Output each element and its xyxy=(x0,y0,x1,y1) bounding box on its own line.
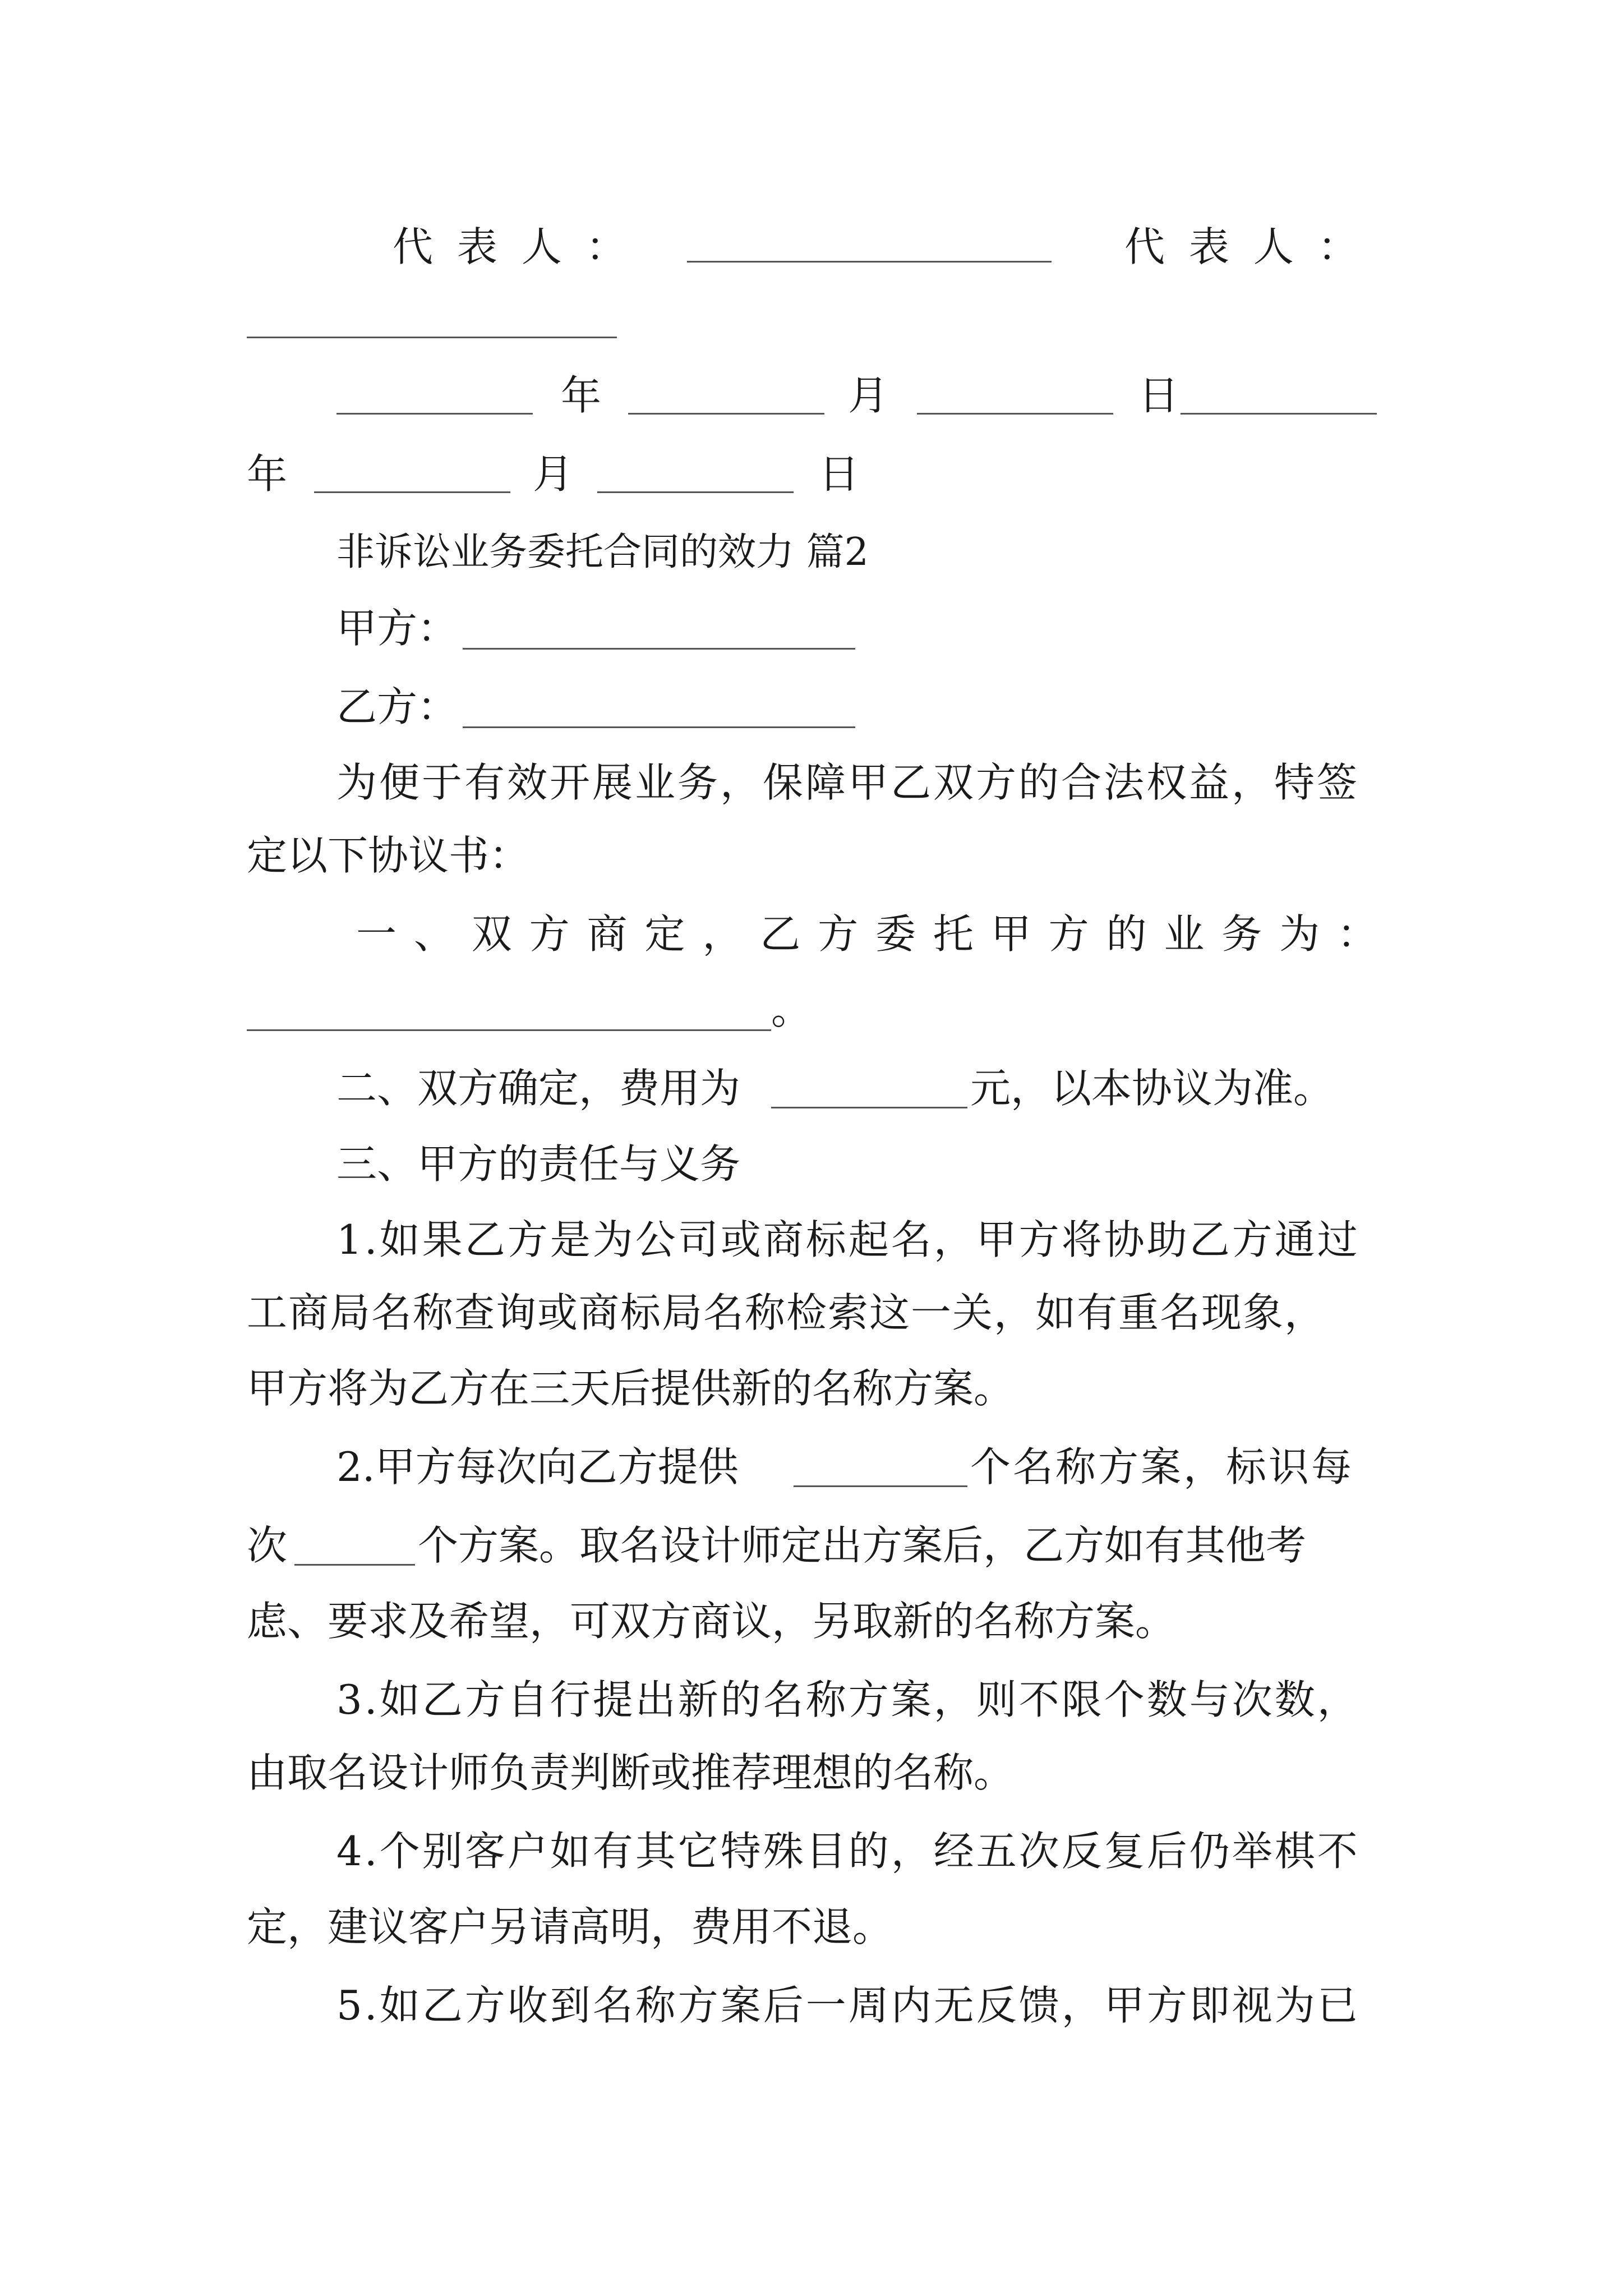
p2-text-3: 虑、要求及希望，可双方商议，另取新的名称方案。 xyxy=(247,1598,1176,1645)
clause-1-line-1 xyxy=(0,903,1623,965)
clause-1-blank xyxy=(247,1029,771,1031)
intro-text-2: 定以下协议书： xyxy=(247,832,530,879)
p1-line-2 xyxy=(0,1282,1623,1343)
clause-2-post: 元，以本协议为准。 xyxy=(970,1065,1334,1112)
p3-text-2: 由取名设计师负责判断或推荐理想的名称。 xyxy=(247,1749,1015,1796)
p3-text-1: 3.如乙方自行提出新的名称方案，则不限个数与次数， xyxy=(336,1676,1360,1723)
p1-line-1 xyxy=(0,1209,1623,1271)
rep-right-blank-line xyxy=(0,283,1623,345)
p4-line-2 xyxy=(0,1896,1623,1958)
p1-text-1: 1.如果乙方是为公司或商标起名，甲方将协助乙方通过 xyxy=(336,1216,1360,1263)
month-blank-2 xyxy=(314,491,510,493)
date-line-1 xyxy=(0,365,1623,426)
day-label-2: 日 xyxy=(819,450,860,498)
p2-text-1-pre: 2.甲方每次向乙方提供 xyxy=(336,1443,739,1490)
p5-text-1: 5.如乙方收到名称方案后一周内无反馈，甲方即视为已 xyxy=(336,1982,1360,2029)
year-label-1: 年 xyxy=(561,372,602,419)
clause-1-line-2 xyxy=(0,979,1623,1041)
fee-blank xyxy=(771,1107,967,1108)
party-b-blank xyxy=(463,726,855,728)
month-blank-1 xyxy=(628,413,824,415)
heading-text: 非诉讼业务委托合同的效力 篇2 xyxy=(336,530,869,574)
intro-line-2 xyxy=(0,825,1623,886)
p1-text-2: 工商局名称查询或商标局名称检索这一关，如有重名现象， xyxy=(247,1289,1326,1336)
p2-text-2-post: 个方案。取名设计师定出方案后，乙方如有其他考 xyxy=(418,1522,1307,1569)
p3-line-2 xyxy=(0,1742,1623,1803)
party-a-label: 甲方： xyxy=(336,605,458,652)
intro-text-1: 为便于有效开展业务，保障甲乙双方的合法权益，特签 xyxy=(336,759,1360,806)
rep-right-label: 代 表 人 ： xyxy=(1124,223,1364,270)
p2-text-2-pre: 次 xyxy=(247,1522,288,1569)
clause-3-title: 三、甲方的责任与义务 xyxy=(336,1140,741,1188)
party-a-blank xyxy=(463,648,855,650)
p5-line-1 xyxy=(0,1975,1623,2036)
day-blank-2 xyxy=(597,491,794,493)
p2-line-3 xyxy=(0,1590,1623,1652)
p4-line-1 xyxy=(0,1820,1623,1882)
p2-line-1 xyxy=(0,1436,1623,1498)
p2-text-1-post: 个名称方案，标识每 xyxy=(970,1443,1354,1490)
p4-text-2: 定，建议客户另请高明，费用不退。 xyxy=(247,1903,893,1950)
p1-line-3 xyxy=(0,1358,1623,1419)
rep-right-blank xyxy=(247,337,617,338)
day-blank-1 xyxy=(917,413,1113,415)
per-time-blank xyxy=(294,1564,415,1566)
month-label-1: 月 xyxy=(848,372,889,419)
year-label-2: 年 xyxy=(247,450,288,498)
p1-text-3: 甲方将为乙方在三天后提供新的名称方案。 xyxy=(247,1365,1015,1412)
rep-left-blank xyxy=(687,261,1052,263)
p2-line-2 xyxy=(0,1515,1623,1576)
scheme-count-blank xyxy=(794,1485,967,1487)
party-b-line xyxy=(0,676,1623,738)
clause-1-end: 。 xyxy=(771,986,812,1033)
intro-line-1 xyxy=(0,752,1623,813)
signature-line xyxy=(0,216,1623,278)
day-label-1: 日 xyxy=(1138,372,1179,419)
p3-line-1 xyxy=(0,1669,1623,1731)
clause-2-pre: 二、双方确定，费用为 xyxy=(336,1065,741,1112)
rep-left-label: 代 表 人 ： xyxy=(393,223,632,270)
clause-3-title-line xyxy=(0,1133,1623,1195)
month-label-2: 月 xyxy=(533,450,574,498)
date-blank-2a xyxy=(1181,413,1377,415)
clause-1-text: 一 、 双 方 商 定 ， 乙 方 委 托 甲 方 的 业 务 为 ： xyxy=(356,910,1380,958)
p4-text-1: 4.个别客户如有其它特殊目的，经五次反复后仍举棋不 xyxy=(336,1828,1360,1875)
party-b-label: 乙方： xyxy=(336,683,458,730)
section-heading xyxy=(0,522,1623,583)
clause-2-line xyxy=(0,1057,1623,1119)
party-a-line xyxy=(0,597,1623,659)
year-blank-1 xyxy=(336,413,533,415)
date-line-2 xyxy=(0,443,1623,505)
